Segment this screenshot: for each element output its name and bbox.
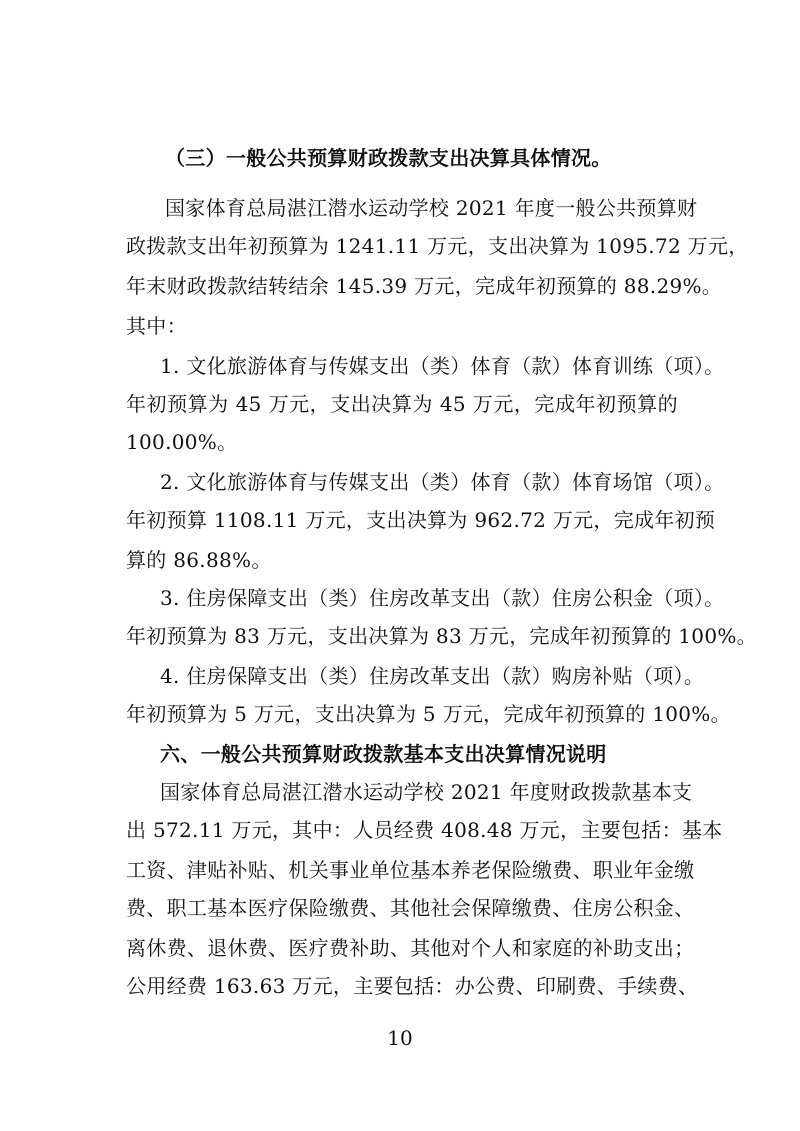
list-item-line: 算的 86.88%。 [126,548,272,572]
list-item-line: 1. 文化旅游体育与传媒支出（类）体育（款）体育训练（项）。 [160,354,725,378]
paragraph-line: 公用经费 163.63 万元，主要包括：办公费、印刷费、手续费、 [126,974,699,998]
paragraph-line: 离休费、退休费、医疗费补助、其他对个人和家庭的补助支出； [126,936,695,960]
paragraph-line: 年末财政拨款结转结余 145.39 万元，完成年初预算的 88.29%。 [126,274,723,298]
paragraph-line: 工资、津贴补贴、机关事业单位基本养老保险缴费、职业年金缴 [126,858,695,882]
paragraph-line: 出 572.11 万元，其中：人员经费 408.48 万元，主要包括：基本 [126,818,723,842]
list-item-line: 年初预算 1108.11 万元，支出决算为 962.72 万元，完成年初预 [126,508,716,532]
section-heading-3: （三）一般公共预算财政拨款支出决算具体情况。 [165,146,612,170]
section-heading-6: 六、一般公共预算财政拨款基本支出决算情况说明 [160,742,607,766]
list-item-line: 年初预算为 45 万元，支出决算为 45 万元，完成年初预算的 [126,392,678,416]
list-item-line: 2. 文化旅游体育与传媒支出（类）体育（款）体育场馆（项）。 [160,470,725,494]
paragraph-line: 国家体育总局湛江潜水运动学校 2021 年度一般公共预算财 [165,196,698,220]
paragraph-line: 费、职工基本医疗保险缴费、其他社会保障缴费、住房公积金、 [126,896,695,920]
list-item-line: 4. 住房保障支出（类）住房改革支出（款）购房补贴（项）。 [160,664,705,688]
paragraph-line: 国家体育总局湛江潜水运动学校 2021 年度财政拨款基本支 [160,780,693,804]
paragraph-line: 其中： [126,314,187,338]
list-item-line: 100.00%。 [126,430,238,454]
list-item-line: 3. 住房保障支出（类）住房改革支出（款）住房公积金（项）。 [160,586,725,610]
page-number: 10 [387,1026,413,1050]
list-item-line: 年初预算为 83 万元，支出决算为 83 万元，完成年初预算的 100%。 [126,624,757,648]
paragraph-line: 政拨款支出年初预算为 1241.11 万元，支出决算为 1095.72 万元， [126,234,749,258]
list-item-line: 年初预算为 5 万元，支出决算为 5 万元，完成年初预算的 100%。 [126,702,731,726]
